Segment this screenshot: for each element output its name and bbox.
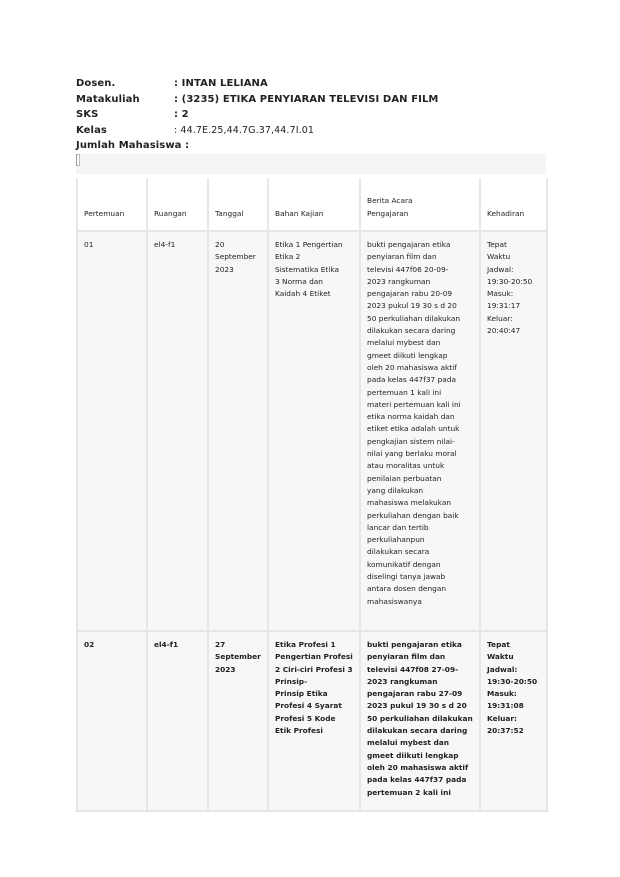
matakuliah-value: : (3235) ETIKA PENYIARAN TELEVISI DAN FILM (174, 93, 439, 105)
kelas-row (76, 123, 546, 139)
cell-kehadiran: Tepat Waktu Jadwal: 19:30-20:50 Masuk: 19:31:08 Keluar: 20:37:52 (480, 631, 547, 811)
header-pertemuan: Pertemuan (77, 178, 147, 231)
cell-berita-acara: bukti pengajaran etika penyiaran film dan televisi 447f06 20-09- 2023 rangkuman pengajaran rabu 20-09 2023 pukul 19 30 s d 20 50 perkuliahan dilakukan dilakukan secara daring melalui mybest dan gmeet diikuti lengkap oleh 20 mahasiswa aktif pada kelas 447f37 pada pertemuan 1 kali ini materi pertemuan kali ini etika norma kaidah dan etiket etika adalah untuk pengkajian sistem nilai- nilai yang berlaku moral atau moralitas untuk penilaian perbuatan yang dilakukan mahasiswa melakukan perkuliahan dengan baik lancar dan tertib perkuliahanpun dilakukan secara komunikatif dengan diselingi tanya jawab antara dosen dengan mahasiswanya (360, 231, 480, 631)
cell-ruangan: el4-f1 (147, 631, 208, 811)
jumlah-mahasiswa-label: Jumlah Mahasiswa : (76, 140, 190, 152)
table-row (77, 631, 547, 811)
cell-pertemuan: 02 (77, 631, 147, 811)
dosen-label: Dosen. (76, 78, 116, 90)
header-bahan-kajian: Bahan Kajian (268, 178, 360, 231)
cell-berita-acara: bukti pengajaran etika penyiaran film dan televisi 447f08 27-09- 2023 rangkuman pengajaran rabu 27-09 2023 pukul 19 30 s d 20 50 perkuliahan dilakukan dilakukan secara daring melalui mybest dan gmeet diikuti lengkap oleh 20 mahasiswa aktif pada kelas 447f37 pada pertemuan 2 kali ini (360, 631, 480, 811)
matakuliah-label: Matakuliah (76, 93, 140, 105)
kelas-label: Kelas (76, 124, 107, 136)
cell-pertemuan: 01 (77, 231, 147, 631)
matakuliah-row (76, 92, 546, 108)
dosen-value: : INTAN LELIANA (174, 78, 268, 90)
cell-tanggal: 20 September 2023 (208, 231, 268, 631)
header-kehadiran: Kehadiran (480, 178, 547, 231)
header-strip (76, 154, 546, 174)
table-row (77, 231, 547, 631)
attendance-table (76, 178, 548, 812)
kelas-value: : 44.7E.25,44.7G.37,44.7I.01 (174, 124, 315, 136)
cell-bahan-kajian: Etika 1 Pengertian Etika 2 Sistematika Etika 3 Norma dan Kaidah 4 Etiket (268, 231, 360, 631)
dosen-row (76, 76, 546, 92)
cell-tanggal: 27 September 2023 (208, 631, 268, 811)
header-tanggal: Tanggal (208, 178, 268, 231)
cell-bahan-kajian: Etika Profesi 1 Pengertian Profesi 2 Ciri-ciri Profesi 3 Prinsip- Prinsip Etika Profesi 4 Syarat Profesi 5 Kode Etik Profesi (268, 631, 360, 811)
text-cursor-mark (76, 154, 80, 166)
course-info (76, 76, 546, 154)
header-ruangan: Ruangan (147, 178, 208, 231)
sks-label: SKS (76, 109, 99, 121)
sks-row (76, 107, 546, 123)
header-berita-acara: Berita Acara Pengajaran (360, 178, 480, 231)
cell-kehadiran: Tepat Waktu Jadwal: 19:30-20:50 Masuk: 19:31:17 Keluar: 20:40:47 (480, 231, 547, 631)
sks-value: : 2 (174, 109, 189, 121)
jumlah-row (76, 138, 546, 154)
cell-ruangan: el4-f1 (147, 231, 208, 631)
table-header-row (77, 178, 547, 231)
